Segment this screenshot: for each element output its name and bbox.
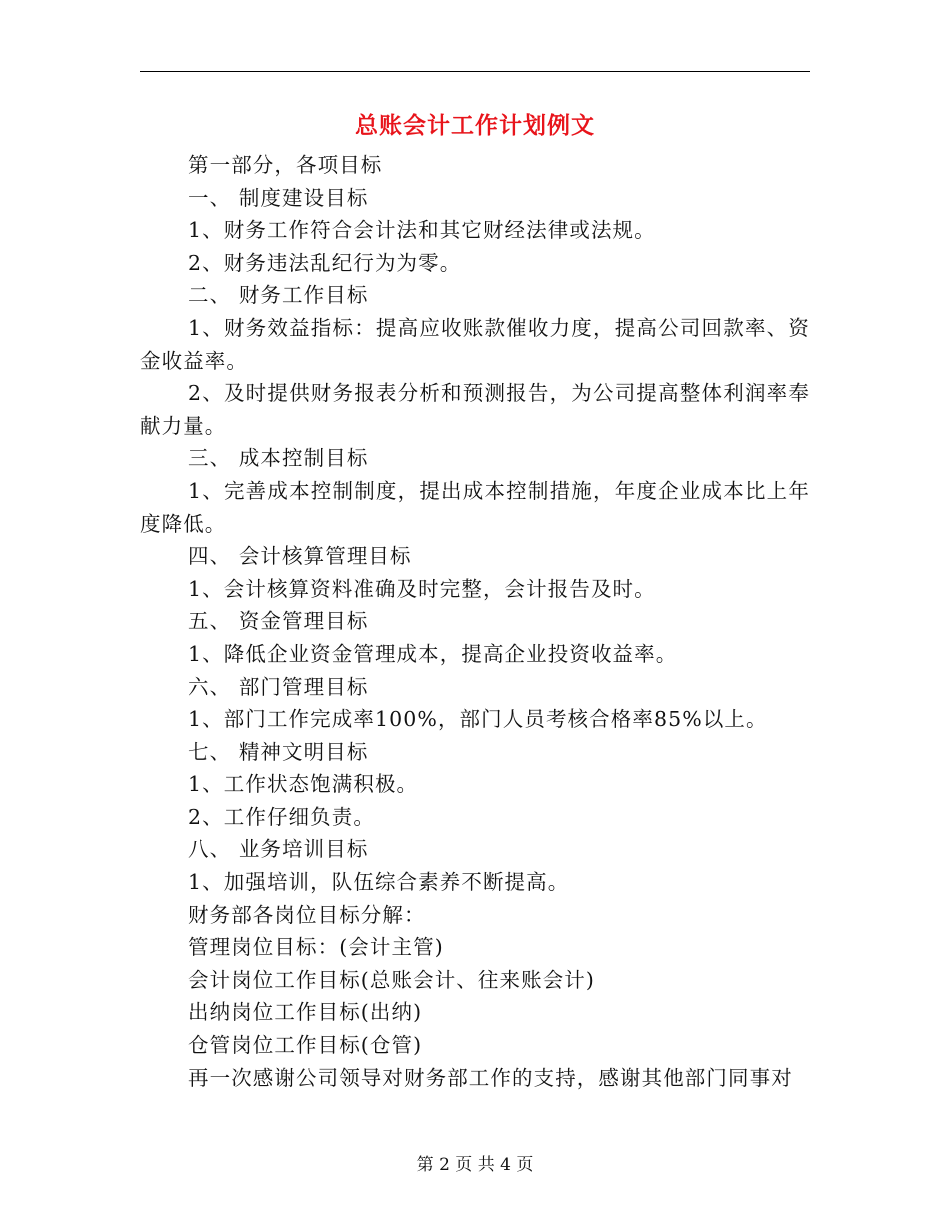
- paragraph: 1、工作状态饱满积极。: [188, 772, 419, 797]
- page-footer: 第 2 页 共 4 页: [416, 1155, 534, 1175]
- paragraph: 1、会计核算资料准确及时完整，会计报告及时。: [188, 576, 656, 601]
- paragraph: 1、完善成本控制制度，提出成本控制措施，年度企业成本比上年度降低。: [140, 478, 810, 536]
- paragraph: 出纳岗位工作目标(出纳): [188, 1000, 423, 1025]
- document-title: 总账会计工作计划例文: [355, 112, 595, 139]
- paragraph: 1、财务效益指标：提高应收账款催收力度，提高公司回款率、资金收益率。: [140, 315, 810, 373]
- paragraph: 1、财务工作符合会计法和其它财经法律或法规。: [188, 218, 656, 243]
- header-rule: [140, 71, 810, 72]
- paragraph: 2、财务违法乱纪行为为零。: [188, 250, 462, 275]
- paragraph: 1、降低企业资金管理成本，提高企业投资收益率。: [188, 641, 678, 666]
- section-heading: 五、 资金管理目标: [188, 609, 369, 634]
- section-heading: 六、 部门管理目标: [188, 674, 369, 699]
- paragraph: 财务部各岗位目标分解：: [188, 902, 426, 927]
- paragraph: 会计岗位工作目标(总账会计、往来账会计): [188, 967, 595, 992]
- section-heading: 七、 精神文明目标: [188, 739, 369, 764]
- document-body: [140, 149, 810, 1094]
- section-heading: 四、 会计核算管理目标: [188, 544, 412, 569]
- paragraph: 1、部门工作完成率100%，部门人员考核合格率85%以上。: [188, 707, 768, 732]
- paragraph: 第一部分，各项目标: [188, 153, 383, 177]
- paragraph: 再一次感谢公司领导对财务部工作的支持，感谢其他部门同事对: [188, 1065, 793, 1090]
- section-heading: 八、 业务培训目标: [188, 837, 369, 862]
- section-heading: 三、 成本控制目标: [188, 446, 369, 471]
- paragraph: 仓管岗位工作目标(仓管): [188, 1033, 423, 1058]
- section-heading: 二、 财务工作目标: [188, 283, 369, 308]
- paragraph: 2、工作仔细负责。: [188, 804, 375, 829]
- paragraph: 管理岗位目标：(会计主管): [188, 935, 444, 960]
- paragraph: 1、加强培训，队伍综合素养不断提高。: [188, 870, 570, 895]
- paragraph: 2、及时提供财务报表分析和预测报告，为公司提高整体利润率奉献力量。: [140, 381, 810, 438]
- section-heading: 一、 制度建设目标: [188, 185, 369, 210]
